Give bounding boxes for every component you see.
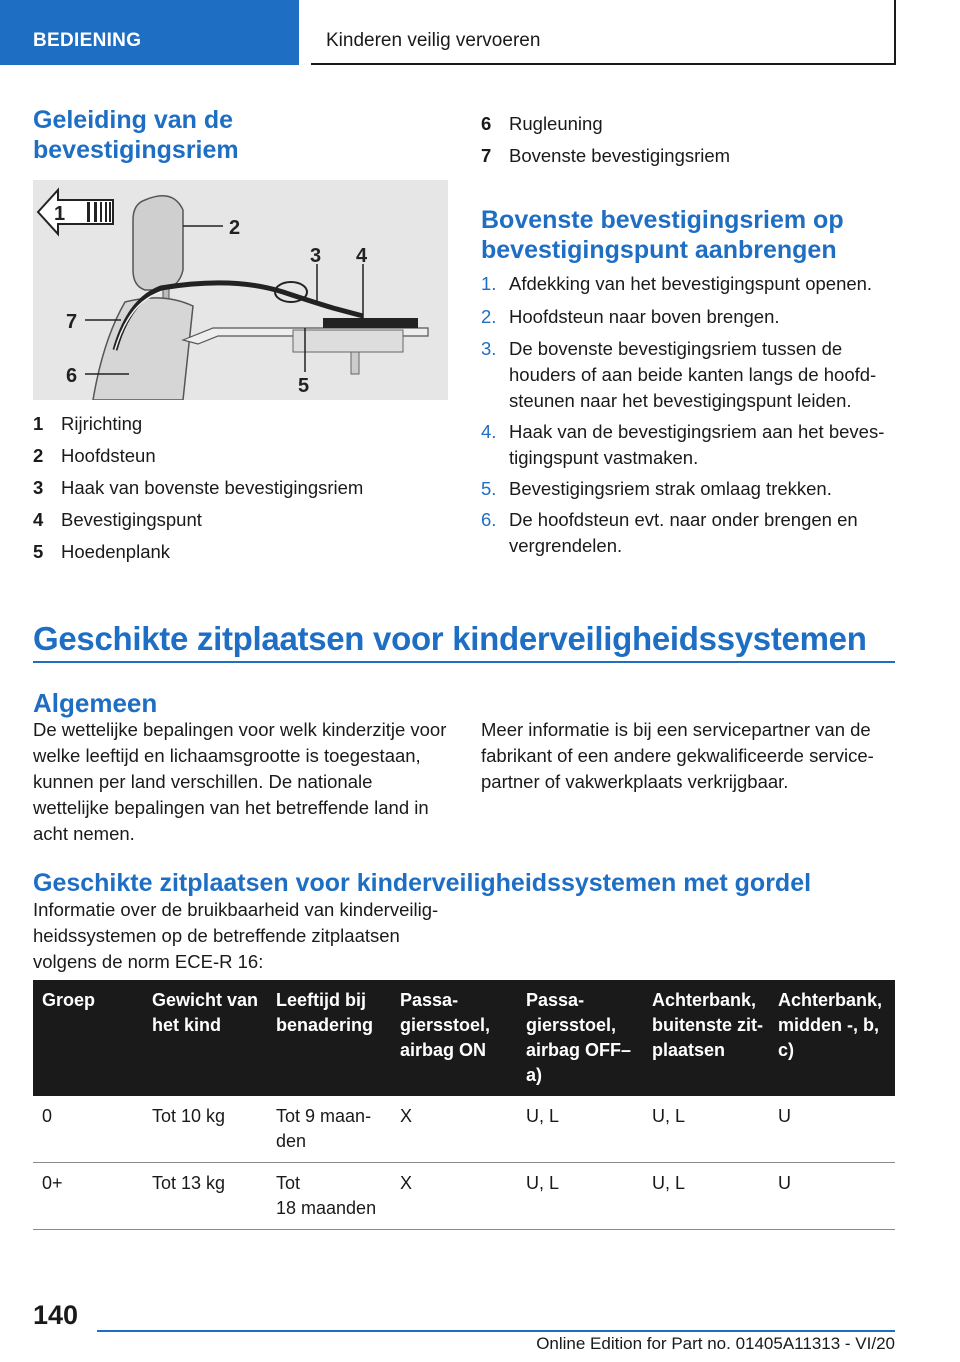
table-cell: Tot 18 maanden: [267, 1163, 391, 1230]
legend-item: [33, 507, 453, 533]
fig-label-7: 7: [66, 311, 78, 333]
child-seat-table: [33, 980, 895, 1230]
step-num: 5.: [481, 478, 497, 499]
header-title-box: [311, 0, 896, 65]
header-title: Kinderen veilig vervoeren: [326, 30, 541, 51]
anchor-point-shape: [323, 318, 418, 328]
header-section-label: BEDIENING: [33, 30, 142, 51]
table-cell: Tot 10 kg: [143, 1096, 267, 1163]
table-cell: U, L: [517, 1096, 643, 1163]
table-cell: U: [769, 1163, 895, 1230]
legend-text: Bovenste bevestigingsriem: [509, 145, 731, 166]
header-section-tab: [0, 0, 299, 65]
general-left-text: De wettelijke bepalingen voor welk kinderzitje voor welke leeftijd en lichaamsgrootte is toegestaan, kunnen per land verschillen. De nationale wettelijke bepalingen van het betreffende land in acht nemen.: [33, 719, 447, 844]
section-title: Geschikte zitplaatsen voor kinderveiligheidssystemen: [33, 620, 867, 657]
legend-num: 3: [33, 477, 44, 498]
heading-attach-strap: [481, 205, 844, 265]
illustration-svg: [33, 180, 448, 400]
table-cell: X: [391, 1096, 517, 1163]
table-cell: Tot 9 maanden: [267, 1096, 391, 1163]
heading-line-2: bevestigingspunt aanbrengen: [481, 236, 837, 264]
legend-item: [33, 443, 453, 469]
table-header-row: [33, 980, 895, 1096]
step-num: 4.: [481, 421, 497, 442]
step-text: Bevestigingsriem strak omlaag trekken.: [509, 478, 832, 499]
legend-text: Hoedenplank: [61, 541, 171, 562]
fig-label-5: 5: [298, 375, 310, 397]
legend-text: Rijrichting: [61, 413, 143, 434]
fig-label-6: 6: [66, 365, 78, 387]
direction-arrow-icon: [38, 190, 113, 234]
table-cell: 0: [33, 1096, 143, 1163]
table-header-cell: Passagiersstoel, airbag OFF– a): [517, 980, 643, 1096]
table-cell: 0+: [33, 1163, 143, 1230]
section-title-rule: [33, 661, 895, 663]
fig-label-2: 2: [229, 217, 241, 239]
table-cell: U: [769, 1096, 895, 1163]
step-num: 6.: [481, 509, 497, 530]
legend-num: 5: [33, 541, 44, 562]
step-item: [481, 419, 901, 471]
heading-line-1: Bovenste bevestigingsriem op: [481, 206, 844, 234]
footer-edition-text: Online Edition for Part no. 01405A11313 - VI/20: [536, 1334, 895, 1353]
legend-num: 6: [481, 113, 492, 134]
table-header-cell: Groep: [33, 980, 143, 1096]
legend-text: Haak van bovenste bevestigingsriem: [61, 477, 364, 498]
legend-item: [33, 539, 453, 565]
fig-label-4: 4: [356, 245, 368, 267]
heading-strap-routing: [33, 105, 239, 165]
legend-item: [481, 143, 901, 169]
step-text: De bovenste bevestigingsriem tussen de houders of aan beide kanten langs de hoofdsteunen naar het bevestigingspunt leiden.: [509, 338, 877, 411]
legend-num: 7: [481, 145, 492, 166]
headrest-shape: [133, 196, 183, 290]
tether-strap-illustration: [33, 180, 448, 400]
general-heading: Algemeen: [33, 688, 158, 718]
table-header-cell: Passagiersstoel, airbag ON: [391, 980, 517, 1096]
step-num: 1.: [481, 273, 497, 294]
belt-intro-text: Informatie over de bruikbaarheid van kinderveiligheidssystemen op de betreffende zitplaatsen volgens de norm ECE-R 16:: [33, 899, 439, 972]
step-num: 2.: [481, 306, 497, 327]
belt-heading: Geschikte zitplaatsen voor kinderveiligheidssystemen met gordel: [33, 869, 812, 897]
table-row: [33, 1163, 895, 1230]
step-item: [481, 476, 901, 502]
heading-line-1: Geleiding van de: [33, 106, 234, 134]
step-text: De hoofdsteun evt. naar onder brengen en vergrendelen.: [509, 509, 858, 556]
table-row: [33, 1096, 895, 1163]
page-number: 140: [33, 1300, 79, 1330]
table-cell: X: [391, 1163, 517, 1230]
legend-item: [481, 111, 901, 137]
table-header-cell: Achterbank, buitenste zitplaatsen: [643, 980, 769, 1096]
legend-num: 4: [33, 509, 44, 530]
table-header-cell: Leeftijd bij benadering: [267, 980, 391, 1096]
legend-text: Hoofdsteun: [61, 445, 156, 466]
table-cell: U, L: [643, 1096, 769, 1163]
table-cell: U, L: [643, 1163, 769, 1230]
step-num: 3.: [481, 338, 497, 359]
heading-line-2: bevestigingsriem: [33, 136, 239, 164]
step-item: [481, 304, 901, 330]
legend-item: [33, 411, 453, 437]
fig-label-1: 1: [54, 203, 66, 225]
step-item: [481, 336, 901, 414]
table-header-cell: Gewicht van het kind: [143, 980, 267, 1096]
step-item: [481, 271, 901, 297]
general-right-text: Meer informatie is bij een servicepartner van de fabrikant of een andere gekwalificeerde servicepartner of vakwerkplaats verkrijgbaar.: [481, 719, 874, 792]
step-text: Hoofdsteun naar boven brengen.: [509, 306, 780, 327]
table-cell: Tot 13 kg: [143, 1163, 267, 1230]
legend-num: 1: [33, 413, 44, 434]
legend-item: [33, 475, 453, 501]
table-cell: U, L: [517, 1163, 643, 1230]
step-item: [481, 507, 901, 559]
legend-text: Rugleuning: [509, 113, 603, 134]
legend-num: 2: [33, 445, 44, 466]
legend-text: Bevestigingspunt: [61, 509, 202, 530]
footer-rule: [97, 1330, 895, 1332]
step-text: Afdekking van het bevestigingspunt openen.: [509, 273, 873, 294]
table-header-cell: Achterbank, midden -, b, c): [769, 980, 895, 1096]
fig-label-3: 3: [310, 245, 322, 267]
seatback-shape: [93, 298, 193, 400]
step-text: Haak van de bevestigingsriem aan het bevestigingspunt vastmaken.: [509, 421, 885, 468]
